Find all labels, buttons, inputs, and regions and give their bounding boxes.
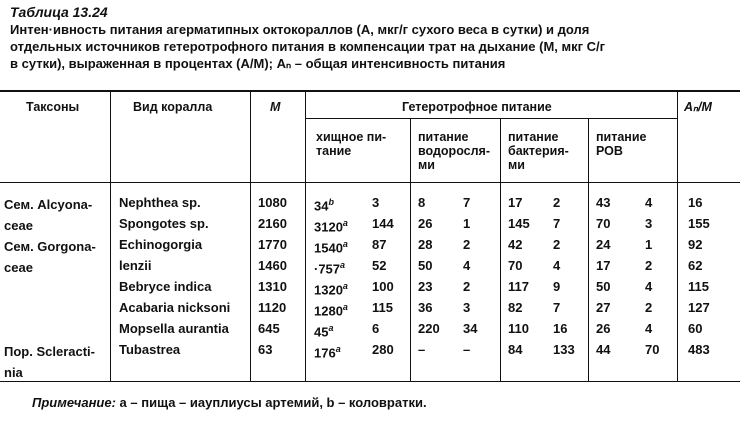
pov-amount-cell [596, 195, 610, 210]
bacteria-percent-cell [553, 279, 560, 294]
algae-percent-cell [463, 195, 470, 210]
bacteria-amount-cell-text: 84 [508, 342, 523, 357]
caption-line: в сутки), выраженная в процентах (А/М); Aₙ – общая интенсивность питания [10, 56, 506, 71]
bacteria-amount-cell-text: 110 [508, 321, 529, 336]
column-divider [410, 118, 411, 381]
pov-percent-cell-text: 4 [645, 279, 653, 294]
algae-amount-cell [418, 279, 432, 294]
algae-amount-cell-text: 26 [418, 216, 433, 231]
header-algae: питание водоросля- ми [418, 130, 491, 172]
predatory-amount-cell [314, 279, 348, 297]
predatory-percent-cell [372, 342, 394, 357]
pov-percent-cell-text: 4 [645, 321, 653, 336]
note-label: Примечание: [32, 395, 116, 410]
bacteria-percent-cell [553, 237, 560, 252]
algae-percent-cell [463, 216, 470, 231]
predatory-percent-cell-text: 115 [372, 300, 393, 315]
note-text: a – пища – иауплиусы артемий, b – коловратки. [119, 395, 427, 410]
m-cell [258, 342, 272, 357]
algae-percent-cell-text: – [463, 342, 471, 357]
bacteria-amount-cell-text: 42 [508, 237, 523, 252]
predatory-percent-cell [372, 216, 394, 231]
algae-percent-cell-text: 2 [463, 237, 471, 252]
bacteria-amount-cell [508, 321, 529, 336]
taxon-gorgonaceae: Сем. Gorgona- ceae [4, 239, 96, 275]
bacteria-percent-cell [553, 342, 575, 357]
header-bottom-rule [0, 182, 740, 183]
pov-amount-cell [596, 216, 610, 231]
predatory-amount-cell-text: 1320 [314, 282, 343, 298]
species-cell-text: Echinogorgia [119, 237, 203, 252]
species-cell-text: Bebryce indica [119, 279, 212, 294]
bacteria-percent-cell [553, 195, 560, 210]
algae-percent-cell-text: 7 [463, 195, 471, 210]
pov-amount-cell-text: 70 [596, 216, 611, 231]
pov-amount-cell [596, 300, 610, 315]
pov-amount-cell-text: 24 [596, 237, 611, 252]
an-m-cell [688, 321, 702, 336]
footnote-marker: a [328, 323, 334, 333]
pov-amount-cell-text: 27 [596, 300, 611, 315]
pov-percent-cell-text: 2 [645, 300, 653, 315]
pov-percent-cell [645, 237, 652, 252]
footnote-marker: a [340, 260, 346, 270]
pov-amount-cell [596, 258, 610, 273]
bacteria-percent-cell-text: 7 [553, 216, 561, 231]
m-cell-text: 1120 [258, 300, 287, 315]
footnote-marker: a [335, 344, 341, 354]
bacteria-percent-cell-text: 7 [553, 300, 561, 315]
algae-percent-cell [463, 237, 470, 252]
algae-percent-cell [463, 321, 477, 336]
algae-amount-cell-text: 220 [418, 321, 440, 336]
algae-amount-cell [418, 300, 432, 315]
pov-percent-cell-text: 4 [645, 195, 653, 210]
bacteria-amount-cell [508, 195, 522, 210]
species-cell [119, 237, 202, 252]
algae-percent-cell-text: 4 [463, 258, 471, 273]
predatory-amount-cell [314, 321, 333, 339]
algae-amount-cell [418, 258, 432, 273]
taxon-scleractinia: Пор. Scleracti- nia [4, 344, 95, 380]
predatory-amount-cell-text: 176 [314, 345, 336, 361]
header-predatory: хищное пи- тание [316, 130, 387, 158]
m-cell-text: 63 [258, 342, 273, 357]
table-title: Таблица 13.24 [10, 4, 108, 20]
algae-amount-cell-text: 50 [418, 258, 433, 273]
footnote-marker: a [342, 218, 348, 228]
predatory-percent-cell-text: 280 [372, 342, 394, 357]
an-m-cell-text: 62 [688, 258, 703, 273]
header-heterotrophic: Гетеротрофное питание [402, 100, 552, 114]
predatory-amount-cell-text: 45 [314, 324, 329, 340]
an-m-cell [688, 216, 710, 231]
footnote-marker: a [342, 302, 348, 312]
algae-amount-cell-text: 8 [418, 195, 426, 210]
column-divider [250, 90, 251, 381]
column-divider [110, 90, 111, 381]
pov-amount-cell-text: 43 [596, 195, 611, 210]
algae-percent-cell-text: 34 [463, 321, 478, 336]
predatory-amount-cell-text: ·757 [314, 261, 341, 277]
column-divider [500, 118, 501, 381]
pov-percent-cell-text: 2 [645, 258, 653, 273]
m-cell [258, 237, 287, 252]
m-cell-text: 2160 [258, 216, 287, 231]
pov-percent-cell-text: 3 [645, 216, 653, 231]
algae-amount-cell [418, 195, 425, 210]
predatory-amount-cell [314, 195, 334, 213]
algae-percent-cell [463, 258, 470, 273]
bacteria-amount-cell [508, 300, 522, 315]
species-cell-text: Mopsella aurantia [119, 321, 229, 336]
m-cell-text: 1310 [258, 279, 287, 294]
caption-line: Интен·ивность питания агерматипных октокораллов (А, мкг/г сухого веса в сутки) и доля [10, 22, 590, 37]
footnote-marker: a [342, 281, 348, 291]
footnote-marker: a [342, 239, 348, 249]
bacteria-percent-cell [553, 258, 560, 273]
algae-percent-cell [463, 342, 470, 357]
predatory-amount-cell-text: 34 [314, 198, 329, 214]
predatory-percent-cell-text: 3 [372, 195, 380, 210]
species-cell-text: lenzii [119, 258, 152, 273]
an-m-cell-text: 127 [688, 300, 710, 315]
bacteria-amount-cell [508, 237, 522, 252]
bacteria-amount-cell-text: 17 [508, 195, 523, 210]
header-bacteria: питание бактерия- ми [508, 130, 569, 172]
algae-percent-cell-text: 1 [463, 216, 471, 231]
an-m-cell [688, 258, 702, 273]
pov-amount-cell-text: 17 [596, 258, 611, 273]
m-cell-text: 1080 [258, 195, 287, 210]
an-m-cell-text: 60 [688, 321, 703, 336]
table-note [32, 395, 427, 410]
predatory-percent-cell-text: 87 [372, 237, 387, 252]
pov-amount-cell [596, 279, 610, 294]
bacteria-percent-cell [553, 300, 560, 315]
column-divider [588, 118, 589, 381]
algae-amount-cell [418, 342, 425, 357]
an-m-cell [688, 195, 702, 210]
m-cell-text: 1770 [258, 237, 287, 252]
pov-percent-cell [645, 300, 652, 315]
species-cell [119, 300, 230, 315]
predatory-percent-cell [372, 258, 386, 273]
m-cell-text: 1460 [258, 258, 287, 273]
pov-amount-cell-text: 26 [596, 321, 611, 336]
header-an-m: Aₙ/М [684, 100, 712, 114]
pov-percent-cell [645, 195, 652, 210]
bacteria-percent-cell-text: 2 [553, 195, 561, 210]
species-cell [119, 321, 229, 336]
predatory-percent-cell [372, 195, 379, 210]
species-cell-text: Spongotes sp. [119, 216, 209, 231]
an-m-cell-text: 16 [688, 195, 703, 210]
predatory-percent-cell [372, 237, 386, 252]
bacteria-amount-cell [508, 216, 530, 231]
species-cell-text: Acabaria nicksoni [119, 300, 231, 315]
header-species: Вид коралла [133, 100, 213, 114]
predatory-percent-cell-text: 144 [372, 216, 394, 231]
bacteria-amount-cell [508, 342, 522, 357]
algae-amount-cell-text: 28 [418, 237, 433, 252]
bacteria-percent-cell-text: 133 [553, 342, 575, 357]
pov-percent-cell [645, 321, 652, 336]
bacteria-percent-cell [553, 216, 560, 231]
pov-percent-cell-text: 1 [645, 237, 653, 252]
taxon-alcyonaceae: Сем. Alcyona- ceae [4, 197, 93, 233]
predatory-amount-cell [314, 342, 341, 360]
table-caption [10, 21, 730, 72]
pov-percent-cell-text: 70 [645, 342, 660, 357]
bacteria-percent-cell-text: 16 [553, 321, 568, 336]
bacteria-amount-cell-text: 145 [508, 216, 530, 231]
pov-percent-cell [645, 216, 652, 231]
an-m-cell-text: 92 [688, 237, 703, 252]
m-cell [258, 258, 287, 273]
algae-amount-cell-text: 36 [418, 300, 433, 315]
an-m-cell-text: 483 [688, 342, 710, 357]
species-cell [119, 279, 212, 294]
bacteria-amount-cell-text: 117 [508, 279, 529, 294]
column-divider [677, 90, 678, 381]
an-m-cell [688, 300, 710, 315]
algae-amount-cell-text: 23 [418, 279, 433, 294]
predatory-percent-cell [372, 321, 379, 336]
species-cell [119, 342, 180, 357]
bacteria-amount-cell [508, 258, 522, 273]
predatory-amount-cell [314, 216, 348, 234]
an-m-cell-text: 115 [688, 279, 709, 294]
predatory-percent-cell-text: 100 [372, 279, 394, 294]
pov-amount-cell [596, 237, 610, 252]
predatory-percent-cell-text: 52 [372, 258, 387, 273]
predatory-amount-cell [314, 300, 348, 318]
column-divider [305, 90, 306, 381]
algae-percent-cell-text: 2 [463, 279, 471, 294]
bacteria-percent-cell-text: 9 [553, 279, 561, 294]
m-cell-text: 645 [258, 321, 280, 336]
pov-percent-cell [645, 342, 659, 357]
an-m-cell [688, 279, 709, 294]
m-cell [258, 321, 280, 336]
algae-percent-cell [463, 279, 470, 294]
pov-amount-cell [596, 321, 610, 336]
predatory-amount-cell-text: 3120 [314, 219, 343, 235]
m-cell [258, 300, 286, 315]
m-cell [258, 279, 287, 294]
pov-amount-cell [596, 342, 610, 357]
algae-amount-cell [418, 321, 440, 336]
predatory-amount-cell [314, 258, 345, 276]
header-taxa: Таксоны [26, 100, 80, 114]
bacteria-amount-cell-text: 82 [508, 300, 523, 315]
bacteria-percent-cell-text: 4 [553, 258, 561, 273]
table-bottom-rule [0, 381, 740, 382]
bacteria-percent-cell [553, 321, 567, 336]
caption-line: отдельных источников гетеротрофного питания в компенсации трат на дыхание (М, мкг С/г [10, 39, 606, 54]
algae-percent-cell [463, 300, 470, 315]
algae-amount-cell [418, 237, 432, 252]
algae-percent-cell-text: 3 [463, 300, 471, 315]
bacteria-amount-cell [508, 279, 529, 294]
an-m-cell [688, 237, 702, 252]
predatory-amount-cell-text: 1280 [314, 303, 343, 319]
m-cell [258, 216, 287, 231]
m-cell [258, 195, 287, 210]
algae-amount-cell-text: – [418, 342, 426, 357]
header-pov: питание РОВ [596, 130, 647, 158]
species-cell-text: Nephthea sp. [119, 195, 201, 210]
bacteria-amount-cell-text: 70 [508, 258, 523, 273]
species-cell [119, 195, 201, 210]
bacteria-percent-cell-text: 2 [553, 237, 561, 252]
pov-percent-cell [645, 279, 652, 294]
header-sub-rule [305, 118, 677, 119]
predatory-percent-cell [372, 279, 394, 294]
predatory-percent-cell-text: 6 [372, 321, 380, 336]
an-m-cell [688, 342, 710, 357]
pov-amount-cell-text: 50 [596, 279, 611, 294]
species-cell-text: Tubastrea [119, 342, 181, 357]
species-cell [119, 258, 152, 273]
header-m: М [270, 100, 281, 114]
predatory-amount-cell-text: 1540 [314, 240, 343, 256]
footnote-marker: b [328, 197, 334, 207]
predatory-amount-cell [314, 237, 348, 255]
predatory-percent-cell [372, 300, 393, 315]
species-cell [119, 216, 209, 231]
table-top-rule [0, 90, 740, 92]
an-m-cell-text: 155 [688, 216, 710, 231]
algae-amount-cell [418, 216, 432, 231]
pov-amount-cell-text: 44 [596, 342, 611, 357]
pov-percent-cell [645, 258, 652, 273]
